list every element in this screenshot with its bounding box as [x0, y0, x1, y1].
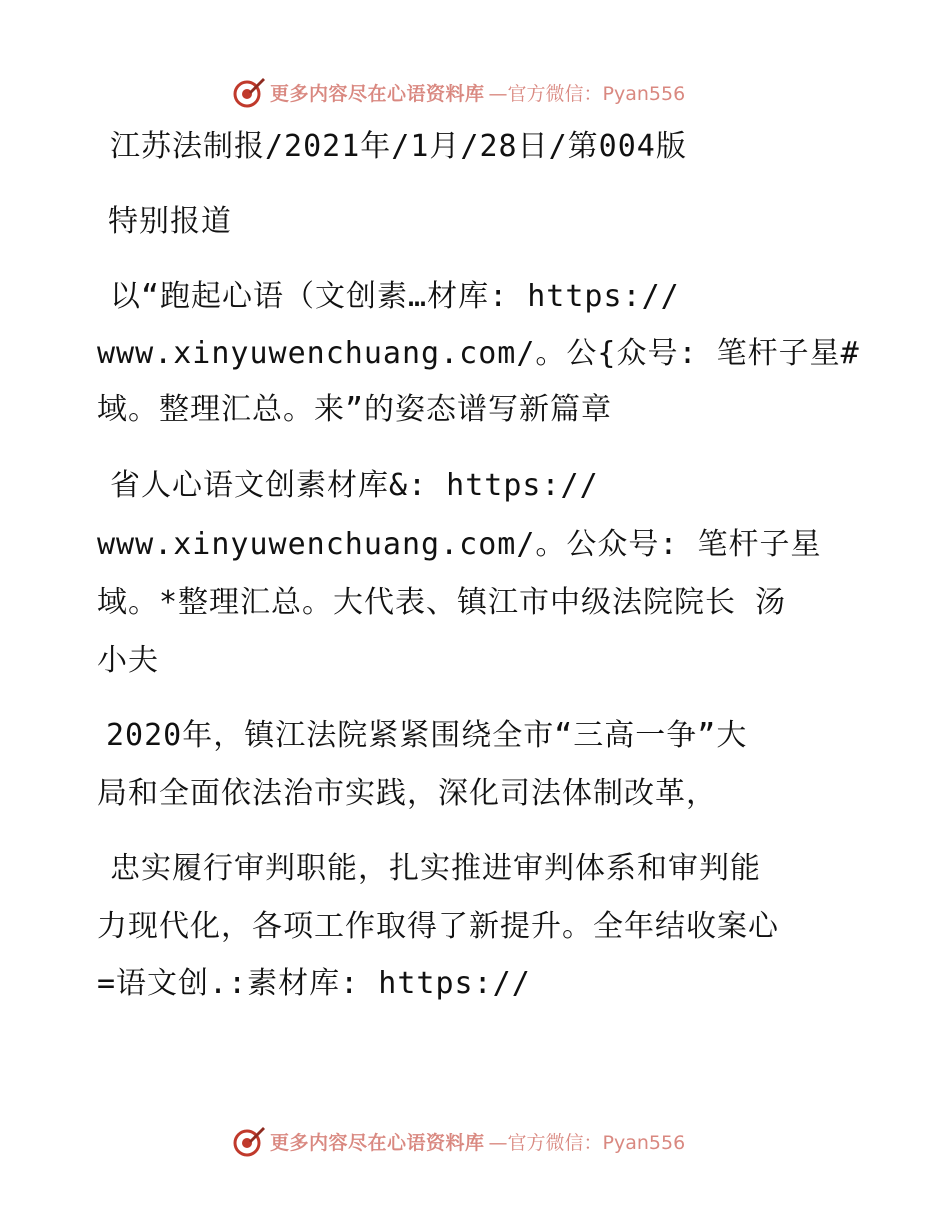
- text-line: 小夫: [97, 643, 159, 678]
- text-line: 江苏法制报/2021年/1月/28日/第004版: [110, 129, 687, 164]
- text-line: www.xinyuwenchuang.com/。公{众号: 笔杆子星#: [97, 336, 860, 371]
- text-line: www.xinyuwenchuang.com/。公众号: 笔杆子星: [97, 527, 822, 562]
- text-line: 特别报道: [108, 204, 232, 239]
- text-line: 局和全面依法治市实践，深化司法体制改革，: [97, 776, 717, 811]
- text-line: =语文创.:素材库: https://: [97, 966, 531, 1001]
- brush-logo-icon: [232, 75, 266, 109]
- text-line: 域。整理汇总。来”的姿态谱写新篇章: [97, 392, 613, 427]
- text-line: 域。*整理汇总。大代表、镇江市中级法院院长 汤: [97, 585, 787, 620]
- footer-watermark: [232, 1121, 685, 1161]
- text-line: 力现代化，各项工作取得了新提升。全年结收案心: [97, 909, 779, 944]
- header-watermark: [232, 72, 685, 112]
- watermark-wechat-text: —官方微信：Pyan556: [488, 1131, 686, 1154]
- watermark-wechat-text: —官方微信：Pyan556: [488, 82, 686, 105]
- text-line: 省人心语文创素材库&: https://: [110, 468, 599, 503]
- watermark-main-text: 更多内容尽在心语资料库: [270, 82, 485, 105]
- text-line: 2020年，镇江法院紧紧围绕全市“三高一争”大: [106, 718, 748, 753]
- brush-logo-icon: [232, 1124, 266, 1158]
- text-line: 以“跑起心语（文创素…材库: https://: [110, 279, 680, 314]
- watermark-main-text: 更多内容尽在心语资料库: [270, 1131, 485, 1154]
- text-line: 忠实履行审判职能，扎实推进审判体系和审判能: [110, 851, 761, 886]
